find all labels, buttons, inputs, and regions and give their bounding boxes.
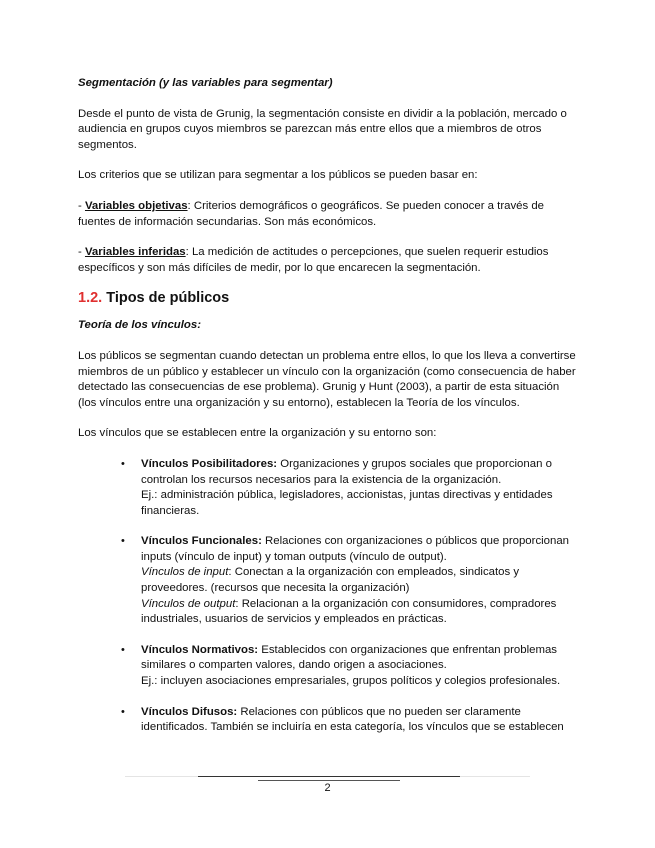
list-item-difusos [141,705,578,736]
section-number: 1.2. [78,290,103,307]
input-label: Vínculos de input [141,566,229,579]
paragraph-grunig: Desde el punto de vista de Grunig, la segmentación consiste en dividir a la población, mercado o audiencia en grupos cuyos miembros se parezcan más entre ellos que a miembros de otros segmentos. [78,107,567,151]
item-title: Vínculos Difusos: [141,705,238,718]
item-title: Vínculos Normativos: [141,643,259,656]
paragraph-variables-objetivas [78,199,578,230]
page-number: 2 [324,782,331,794]
list-item-funcionales [141,534,578,628]
item-title: Vínculos Funcionales: [141,535,262,548]
section-title: Tipos de públicos [106,290,230,307]
paragraph-variables-inferidas [78,245,578,276]
paragraph-publicos: Los públicos se segmentan cuando detectan un problema entre ellos, lo que los lleva a convertirse miembros de un público y establecer un vínculo con la organización (como consecuencia de haber detectado las consecuencias de ese problema). Grunig y Hunt (2003), a partir de esta situación (los vínculos entre una organización y su entorno), establecen la Teoría de los vínculos. [78,349,576,409]
item-text: Relaciones con organizaciones o públicos que proporcionan inputs (vínculo de input) y toman outputs (vínculo de output). [141,535,570,563]
item-example: Ej.: incluyen asociaciones empresariales, grupos políticos y colegios profesionales. [141,675,561,688]
heading-teoria: Teoría de los vínculos: [78,319,202,332]
page-content [78,76,578,751]
term-variables-inferidas: Variables inferidas [84,246,186,259]
list-item-posibilitadores [141,457,578,519]
paragraph-criterios: Los criterios que se utilizan para segmentar a los públicos se pueden basar en: [78,169,478,182]
item-text: Establecidos con organizaciones que enfrentan problemas similares o comparten valores, dando origen a asociaciones. [141,643,557,672]
output-text: : Relacionan a la organización con consumidores, compradores industriales, usuarios de servicios y empleados en prácticas. [141,597,557,626]
list-item-normativos [141,643,578,690]
section-heading [78,288,578,308]
vinculos-list [78,457,578,736]
footer-rule [198,776,460,777]
heading-segmentacion: Segmentación (y las variables para segmentar) [78,77,333,89]
variables-objetivas-text: : Criterios demográficos o geográficos. Se pueden conocer a través de fuentes de información secundarias. Son más económicos. [78,199,545,228]
variables-inferidas-text: : La medición de actitudes o percepciones, que suelen requerir estudios específicos y son más difíciles de medir, por lo que encarecen la segmentación. [78,246,549,274]
paragraph-vinculos-intro: Los vínculos que se establecen entre la organización y su entorno son: [78,427,437,440]
term-variables-objetivas: Variables objetivas [84,199,188,212]
item-text: Organizaciones y grupos sociales que proporcionan o controlan los recursos necesarios para la existencia de la organización. [141,457,552,486]
item-title: Vínculos Posibilitadores: [141,457,278,470]
item-example: Ej.: administración pública, legisladores, accionistas, juntas directivas y entidades financieras. [141,489,553,517]
output-label: Vínculos de output [141,597,236,610]
dash: - [78,199,85,212]
input-text: : Conectan a la organización con empleados, sindicatos y proveedores. (recursos que necesita la organización) [141,566,520,595]
item-text: Relaciones con públicos que no pueden ser claramente identificados. También se incluiría en esta categoría, los vínculos que se establecen [141,705,564,734]
dash: - [78,246,85,259]
